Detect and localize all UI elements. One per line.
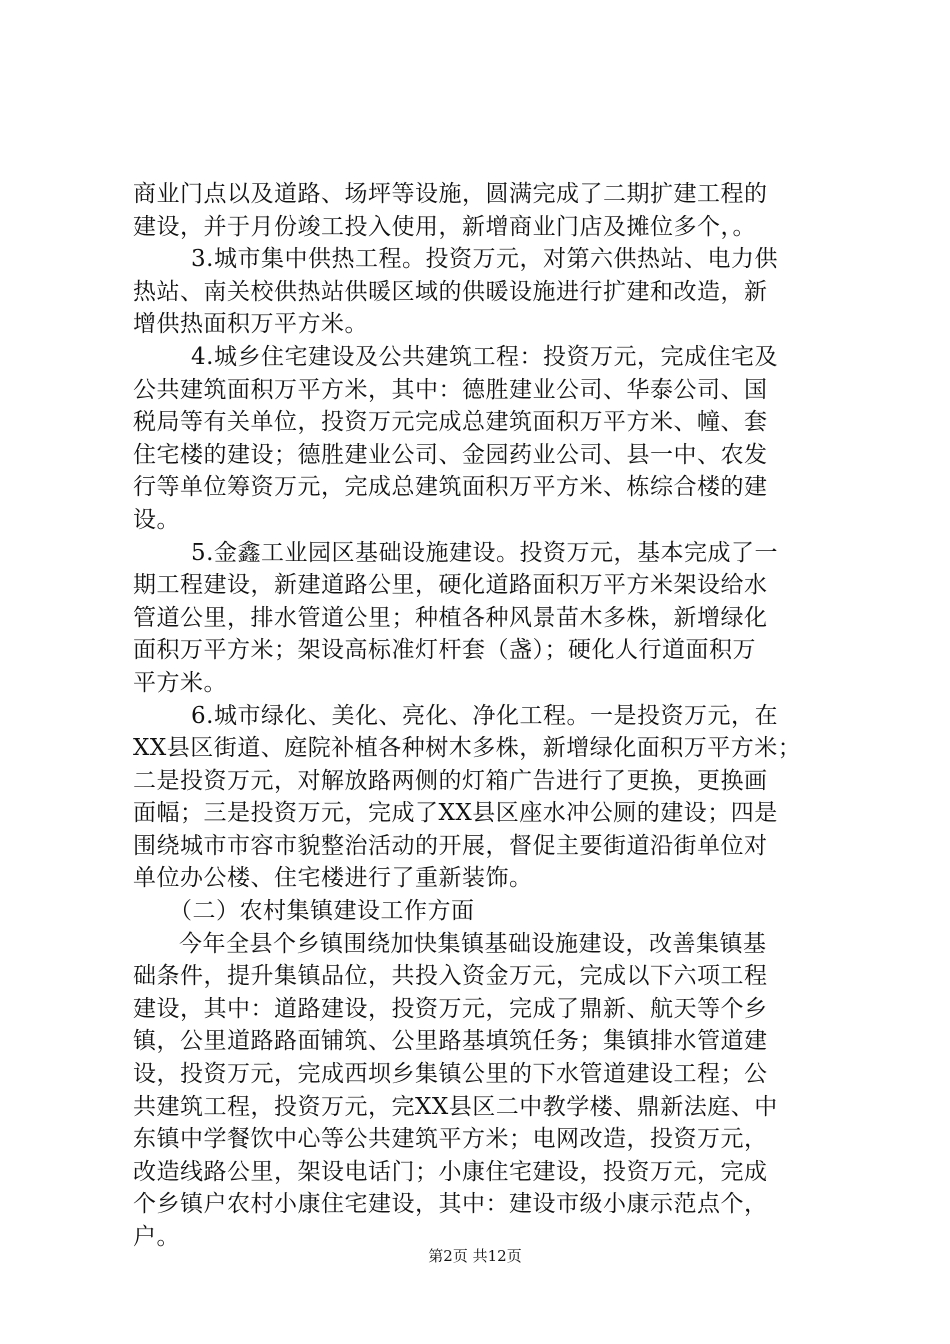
text-line: 今年全县个乡镇围绕加快集镇基础设施建设，改善集镇基: [179, 930, 767, 957]
text-line: （二）农村集镇建设工作方面: [169, 898, 475, 925]
text-line: 单位办公楼、住宅楼进行了重新装饰。: [133, 865, 533, 892]
text-line: 增供热面积万平方米。: [133, 311, 368, 338]
text-line: 改造线路公里，架设电话门；小康住宅建设，投资万元，完成: [133, 1158, 768, 1185]
text-line: 管道公里，排水管道公里；种植各种风景苗木多株，新增绿化: [133, 604, 768, 631]
text-line: 础条件，提升集镇品位，共投入资金万元，完成以下六项工程: [133, 963, 768, 990]
text-line: 东镇中学餐饮中心等公共建筑平方米；电网改造，投资万元，: [133, 1126, 768, 1153]
text-line: 热站、南关校供热站供暖区域的供暖设施进行扩建和改造，新: [133, 278, 768, 305]
text-line: 面幅；三是投资万元，完成了XX县区座水冲公厕的建设；四是: [133, 800, 778, 827]
text-line: 住宅楼的建设；德胜建业公司、金园药业公司、县一中、农发: [133, 441, 768, 468]
text-line: 4.城乡住宅建设及公共建筑工程：投资万元，完成住宅及: [191, 343, 778, 370]
text-line: 户。: [133, 1224, 180, 1250]
text-line: 建设，并于月份竣工投入使用，新增商业门店及摊位多个，。: [133, 213, 756, 240]
text-line: 二是投资万元，对解放路两侧的灯箱广告进行了更换，更换画: [133, 767, 768, 794]
text-line: 税局等有关单位，投资万元完成总建筑面积万平方米、幢、套: [133, 409, 768, 436]
text-line: 围绕城市市容市貌整治活动的开展，督促主要街道沿街单位对: [133, 832, 768, 859]
text-line: 面积万平方米；架设高标准灯杆套（盏）；硬化人行道面积万: [133, 637, 756, 664]
text-line: 5.金鑫工业园区基础设施建设。投资万元，基本完成了一: [191, 539, 778, 566]
text-line: 镇，公里道路路面铺筑、公里路基填筑任务；集镇排水管道建: [133, 1028, 768, 1055]
text-line: 平方米。: [133, 669, 227, 696]
text-line: XX县区街道、庭院补植各种树木多株，新增绿化面积万平方米；: [133, 735, 802, 762]
text-line: 行等单位筹资万元，完成总建筑面积万平方米、栋综合楼的建: [133, 474, 768, 501]
text-line: 个乡镇户农村小康住宅建设，其中：建设市级小康示范点个，: [133, 1191, 768, 1218]
text-line: 期工程建设，新建道路公里，硬化道路面积万平方米架设给水: [133, 572, 768, 599]
text-line: 3.城市集中供热工程。投资万元，对第六供热站、电力供: [191, 246, 778, 273]
text-line: 建设，其中：道路建设，投资万元，完成了鼎新、航天等个乡: [133, 995, 768, 1022]
text-line: 6.城市绿化、美化、亮化、净化工程。一是投资万元，在: [191, 702, 778, 729]
text-line: 商业门点以及道路、场坪等设施，圆满完成了二期扩建工程的: [133, 181, 768, 207]
document-body: [133, 178, 827, 1254]
text-line: 公共建筑面积万平方米，其中：德胜建业公司、华泰公司、国: [133, 376, 768, 403]
text-line: 共建筑工程，投资万元，完XX县区二中教学楼、鼎新法庭、中: [133, 1093, 778, 1120]
text-line: 设，投资万元，完成西坝乡集镇公里的下水管道建设工程；公: [133, 1061, 768, 1088]
page-footer: 第2页 共12页: [428, 1247, 522, 1265]
text-line: 设。: [133, 506, 180, 533]
